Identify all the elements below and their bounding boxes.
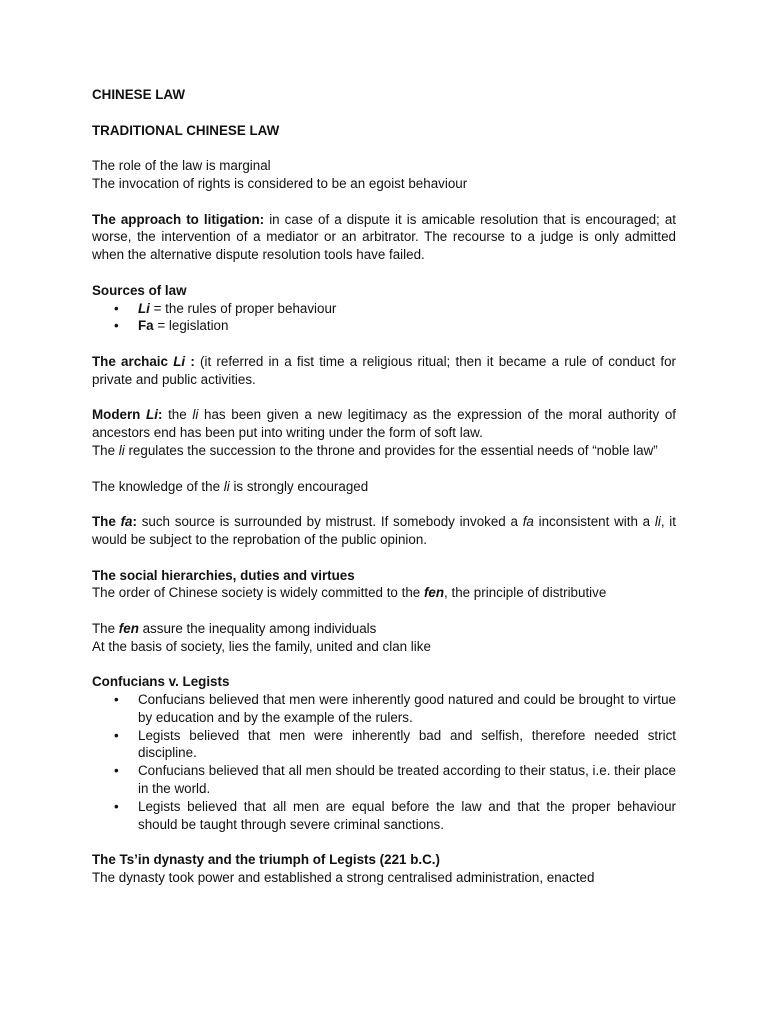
paragraph-order: The order of Chinese society is widely committed to the fen, the principle of distributive: [92, 585, 607, 601]
heading-confucians-legists: Confucians v. Legists: [92, 674, 230, 690]
paragraph-tsin: The dynasty took power and established a strong centralised administration, enacted: [92, 870, 595, 886]
paragraph-archaic-li: The archaic Li : (it referred in a fist time a religious ritual; then it became a rule of conduct for private and public activities.: [92, 353, 677, 387]
paragraph-fen: The fen assure the inequality among individuals: [92, 620, 377, 636]
bullet-icon: •: [114, 763, 119, 779]
bullet-icon: •: [114, 727, 119, 743]
bullet-icon: •: [114, 300, 119, 316]
list-item: • Confucians believed that men were inherently good natured and could be brought to virtue by education and by the example of the rulers.: [114, 692, 676, 725]
approach-label: The approach to litigation:: [92, 211, 265, 227]
heading-social-hierarchies: The social hierarchies, duties and virtues: [92, 567, 355, 583]
list-item: • Fa = legislation: [114, 318, 229, 334]
paragraph-invocation: The invocation of rights is considered to be an egoist behaviour: [92, 175, 468, 191]
paragraph-approach: The approach to litigation: in case of a dispute it is amicable resolution that is encouraged; at worse, the intervention of a mediator or an arbitrator. The recourse to a judge is only admitted when the alternative dispute resolution tools have failed.: [92, 211, 677, 263]
heading-tsin-dynasty: The Ts’in dynasty and the triumph of Legists (221 b.C.): [92, 852, 440, 868]
confucians-list: [92, 691, 676, 833]
paragraph-role: The role of the law is marginal: [92, 158, 271, 174]
bullet-icon: •: [114, 318, 119, 334]
paragraph-knowledge: The knowledge of the li is strongly encouraged: [92, 478, 369, 494]
list-item: • Legists believed that all men are equal before the law and that the proper behaviour should be taught through severe criminal sanctions.: [114, 798, 676, 832]
list-item: • Li = the rules of proper behaviour: [114, 300, 337, 316]
bullet-icon: •: [114, 692, 119, 708]
section-heading-traditional: TRADITIONAL CHINESE LAW: [92, 122, 280, 138]
paragraph-modern-li: Modern Li: the li has been given a new legitimacy as the expression of the moral authority of ancestors end has been put into writing under the form of soft law.: [92, 407, 676, 441]
heading-sources: Sources of law: [92, 282, 187, 298]
document-page: [92, 86, 676, 887]
paragraph-li-succession: The li regulates the succession to the throne and provides for the essential needs of “noble law”: [92, 442, 658, 458]
document-title: CHINESE LAW: [92, 87, 185, 102]
sources-list: [92, 300, 676, 336]
list-item: • Legists believed that men were inherently bad and selfish, therefore needed strict discipline.: [114, 727, 676, 761]
bullet-icon: •: [114, 798, 119, 814]
list-item: • Confucians believed that all men should be treated according to their status, i.e. their place in the world.: [114, 763, 676, 797]
paragraph-family: At the basis of society, lies the family, united and clan like: [92, 638, 431, 654]
paragraph-fa: The fa: such source is surrounded by mistrust. If somebody invoked a fa inconsistent with a li, it would be subject to the reprobation of the public opinion.: [92, 514, 676, 547]
